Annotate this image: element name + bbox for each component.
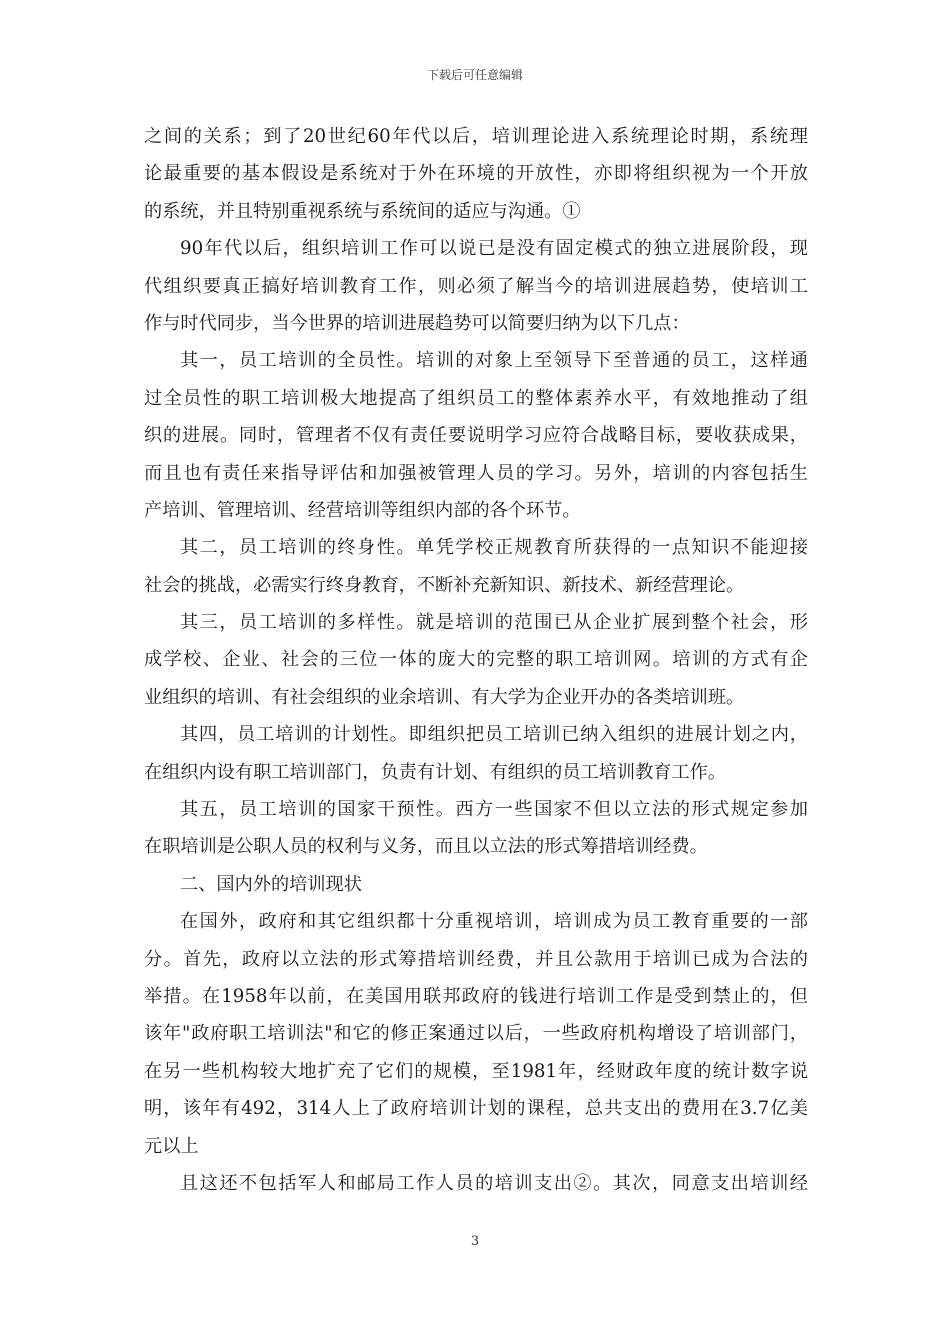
text-line: 论最重要的基本假设是系统对于外在环境的开放性，亦即将组织视为一个开放 [144,163,808,185]
text-line: 在职培训是公职人员的权利与义务，而且以立法的形式筹措培训经费。 [144,836,708,858]
text-line: 在另一些机构较大地扩充了它们的规模，至1981年，经财政年度的统计数字说 [144,1060,808,1082]
text-line: 业组织的培训、有社会组织的业余培训、有大学为企业开办的各类培训班。 [144,686,745,708]
text-line: 元以上 [144,1135,199,1157]
text-line: 该年"政府职工培训法"和它的修正案通过以后，一些政府机构增设了培训部门， [144,1023,808,1045]
text-line: 明，该年有492，314人上了政府培训计划的课程，总共支出的费用在3.7亿美 [144,1098,808,1120]
text-line: 社会的挑战，必需实行终身教育，不断补充新知识、新技术、新经营理论。 [144,574,745,596]
text-line: 而且也有责任来指导评估和加强被管理人员的学习。另外，培训的内容包括生 [144,462,808,484]
text-line: 其三，员工培训的多样性。就是培训的范围已从企业扩展到整个社会，形 [180,612,808,634]
text-line: 其二，员工培训的终身性。单凭学校正规教育所获得的一点知识不能迎接 [180,537,808,559]
text-line: 其四，员工培训的计划性。即组织把员工培训已纳入组织的进展计划之内， [180,724,808,746]
text-line: 其五，员工培训的国家干预性。西方一些国家不但以立法的形式规定参加 [180,799,808,821]
page-number: 3 [470,1234,480,1249]
text-line: 其一，员工培训的全员性。培训的对象上至领导下至普通的员工，这样通 [180,350,808,372]
text-line: 成学校、企业、社会的三位一体的庞大的完整的职工培训网。培训的方式有企 [144,649,808,671]
text-line: 在组织内设有职工培训部门，负责有计划、有组织的员工培训教育工作。 [144,761,727,783]
text-line: 90年代以后，组织培训工作可以说已是没有固定模式的独立进展阶段，现 [180,238,808,260]
text-line: 在国外，政府和其它组织都十分重视培训，培训成为员工教育重要的一部 [180,911,808,933]
section-heading: 二、国内外的培训现状 [180,873,362,895]
text-line: 分。首先，政府以立法的形式筹措培训经费，并且公款用于培训已成为合法的 [144,948,808,970]
text-line: 作与时代同步，当今世界的培训进展趋势可以简要归纳为以下几点： [144,312,690,334]
text-line: 代组织要真正搞好培训教育工作，则必须了解当今的培训进展趋势，使培训工 [144,275,808,297]
text-line: 举措。在1958年以前，在美国用联邦政府的钱进行培训工作是受到禁止的，但 [144,985,808,1007]
text-line: 过全员性的职工培训极大地提高了组织员工的整体素养水平，有效地推动了组 [144,387,808,409]
text-line: 产培训、管理培训、经营培训等组织内部的各个环节。 [144,499,581,521]
text-line: 且这还不包括军人和邮局工作人员的培训支出②。其次，同意支出培训经 [180,1172,808,1194]
text-line: 之间的关系；到了20世纪60年代以后，培训理论进入系统理论时期，系统理 [144,126,808,147]
page-header: 下载后可任意编辑 [426,68,523,82]
text-line: 的系统，并且特别重视系统与系统间的适应与沟通。① [144,200,581,222]
text-line: 织的进展。同时，管理者不仅有责任要说明学习应符合战略目标，要收获成果， [144,425,808,447]
body-text [144,118,808,1202]
